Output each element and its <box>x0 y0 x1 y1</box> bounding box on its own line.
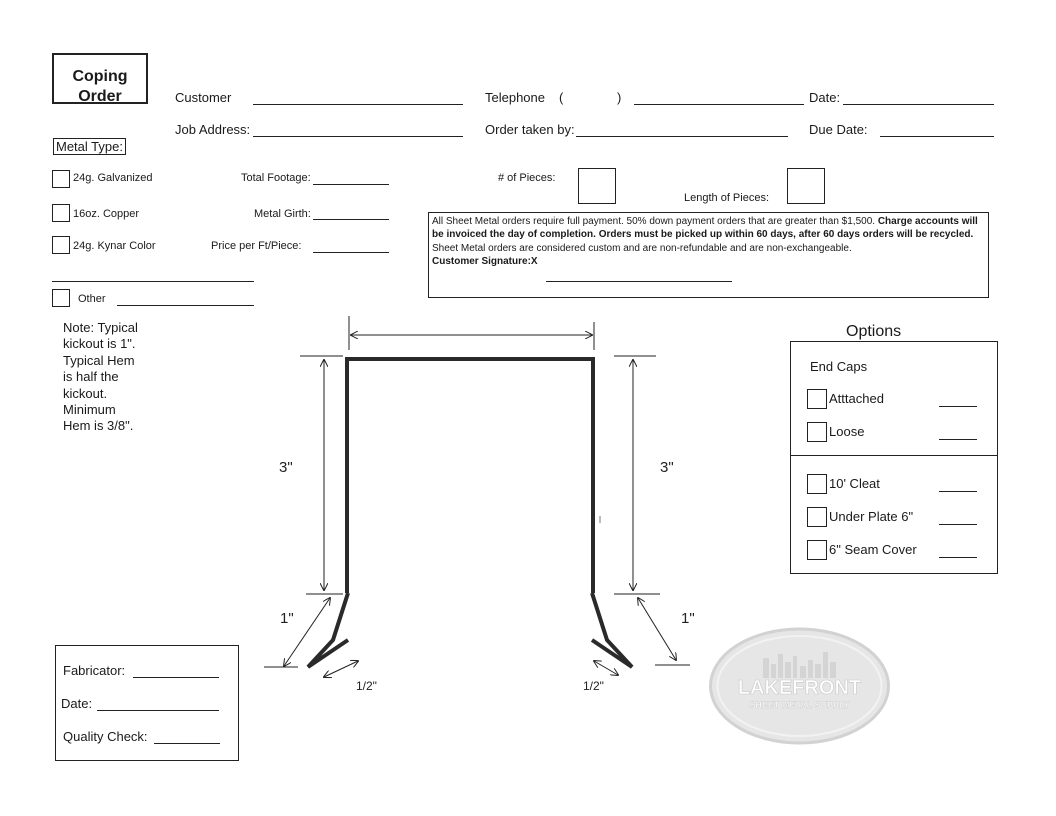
note-line: Hem is 3/8". <box>63 418 134 434</box>
form-title-line2: Order <box>78 88 122 105</box>
order-taken-label: Order taken by: <box>485 122 575 137</box>
fabricator-field[interactable] <box>133 677 219 678</box>
end-caps-label: End Caps <box>810 359 868 374</box>
quality-check-label: Quality Check: <box>63 729 148 744</box>
options-divider <box>791 455 997 456</box>
attached-label: Atttached <box>829 391 884 406</box>
job-address-label: Job Address: <box>175 122 251 137</box>
due-date-label: Due Date: <box>809 122 868 137</box>
options-title: Options <box>846 323 902 340</box>
note-line: Minimum <box>63 402 116 418</box>
right-height-label: 3" <box>660 459 674 476</box>
length-label: Length of Pieces: <box>684 192 770 204</box>
left-kick <box>308 593 348 667</box>
metal-type-label: Metal Type: <box>53 138 126 155</box>
loose-qty[interactable] <box>939 439 977 440</box>
customer-label: Customer <box>175 90 232 105</box>
cleat-qty[interactable] <box>939 491 977 492</box>
right-kick-label: 1" <box>681 610 695 627</box>
notice-bold: Charge accounts will be invoiced the day of completion. Orders must be picked up within 60 days, after 60 days orders will be recycled. <box>432 216 978 241</box>
note-line: Note: Typical <box>63 320 138 335</box>
signature-label: Customer Signature:X <box>432 256 538 268</box>
kynar-label: 24g. Kynar Color <box>73 240 156 252</box>
note-line: is half the <box>63 369 119 385</box>
note-line: kickout. <box>63 385 108 401</box>
copper-label: 16oz. Copper <box>73 208 140 220</box>
under-plate-checkbox[interactable] <box>807 507 827 527</box>
left-height-label: 3" <box>279 459 293 476</box>
telephone-paren-close: ) <box>617 90 622 105</box>
galvanized-label: 24g. Galvanized <box>73 172 153 184</box>
fab-date-field[interactable] <box>97 710 219 711</box>
form-title-line1: Coping <box>72 68 128 85</box>
telephone-label: Telephone <box>485 90 545 105</box>
metal-girth-label: Metal Girth: <box>254 208 311 220</box>
loose-checkbox[interactable] <box>807 422 827 442</box>
note-line: Typical Hem <box>63 352 135 368</box>
total-footage-label: Total Footage: <box>241 172 311 184</box>
cleat-label: 10' Cleat <box>829 476 880 491</box>
logo-name: LAKEFRONT <box>737 677 862 699</box>
right-kick-arrow <box>638 598 676 660</box>
notice-text-1: All Sheet Metal orders require full payment. 50% down payment orders that are greater than $1,500. <box>432 216 876 227</box>
seam-cover-checkbox[interactable] <box>807 540 827 560</box>
left-hem-arrow <box>324 661 358 677</box>
date-label: Date: <box>809 90 841 105</box>
seam-cover-qty[interactable] <box>939 557 977 558</box>
loose-label: Loose <box>829 424 865 439</box>
cleat-checkbox[interactable] <box>807 474 827 494</box>
seam-cover-label: 6" Seam Cover <box>829 542 917 557</box>
attached-checkbox[interactable] <box>807 389 827 409</box>
note-line: kickout is 1". <box>63 336 136 352</box>
under-plate-label: Under Plate 6" <box>829 509 914 524</box>
attached-qty[interactable] <box>939 406 977 407</box>
price-label: Price per Ft/Piece: <box>211 240 302 252</box>
right-kick <box>592 593 632 667</box>
left-kick-label: 1" <box>280 610 294 627</box>
telephone-paren-open: ( <box>559 90 564 105</box>
under-plate-qty[interactable] <box>939 524 977 525</box>
right-hem-label: 1/2" <box>583 679 604 693</box>
lakefront-logo <box>708 626 891 746</box>
pieces-label: # of Pieces: <box>498 172 556 184</box>
notice-text-2: Sheet Metal orders are considered custom and are non-refundable and are non-exchangeable. <box>432 242 852 254</box>
coping-profile <box>347 359 593 593</box>
left-hem-label: 1/2" <box>356 679 377 693</box>
logo-tagline: SHEET METAL SUPPLY <box>749 700 850 710</box>
other-label: Other <box>78 293 106 305</box>
fabricator-label: Fabricator: <box>63 663 126 678</box>
right-hem-arrow <box>594 661 618 675</box>
quality-check-field[interactable] <box>154 743 220 744</box>
fab-date-label: Date: <box>61 696 93 711</box>
